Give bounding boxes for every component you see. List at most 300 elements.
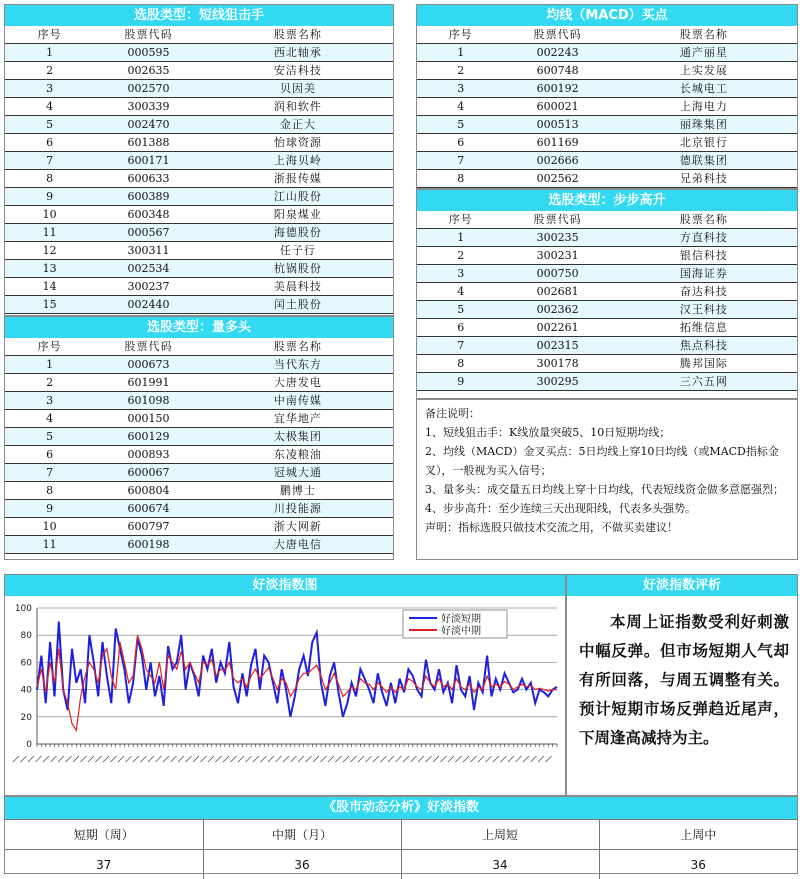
sniper-panel [4, 4, 394, 316]
cell-seq: 4 [417, 98, 504, 116]
x-tick-label-mark [508, 756, 514, 762]
cell-code: 000150 [94, 410, 203, 428]
x-tick-label-mark [111, 756, 117, 762]
table-row [417, 62, 797, 80]
review-title: 好淡指数评析 [567, 575, 797, 596]
table-row [5, 428, 393, 446]
cell-name: 杭锅股份 [203, 260, 393, 278]
cell-name: 上海电力 [611, 98, 797, 116]
cell-seq: 6 [417, 319, 504, 337]
cell-name: 长城电工 [611, 80, 797, 98]
cell-seq: 15 [5, 296, 94, 314]
x-tick-label-mark [418, 756, 424, 762]
cell-name: 金正大 [203, 116, 393, 134]
x-tick-label-mark [531, 756, 537, 762]
table-row [5, 482, 393, 500]
cell-name: 国海证券 [611, 265, 797, 283]
x-tick-label-mark [298, 756, 304, 762]
chart-title: 好淡指数图 [5, 575, 565, 596]
sniper-title: 选股类型：短线狙击手 [5, 5, 393, 26]
cell-code: 600192 [504, 80, 610, 98]
x-tick-label-mark [501, 756, 507, 762]
x-tick-label-mark [456, 756, 462, 762]
y-tick-label: 80 [21, 631, 33, 641]
table-row [5, 500, 393, 518]
cell-code: 601388 [94, 134, 203, 152]
cell-name: 三六五网 [611, 373, 797, 391]
cell-code: 300237 [94, 278, 203, 296]
table-row [417, 247, 797, 265]
cell-code: 600748 [504, 62, 610, 80]
table-row [5, 206, 393, 224]
x-tick-label-mark [193, 756, 199, 762]
cell-name: 德联集团 [611, 152, 797, 170]
index-value-short-week: 37 [5, 850, 203, 879]
table-row [5, 392, 393, 410]
table-row [5, 446, 393, 464]
cell-code: 002562 [504, 170, 610, 188]
x-tick-label-mark [238, 756, 244, 762]
table-row [5, 170, 393, 188]
col-name-header: 股票名称 [203, 338, 393, 356]
x-tick-label-mark [253, 756, 259, 762]
x-tick-label-mark [81, 756, 87, 762]
y-tick-label: 0 [26, 740, 32, 750]
macd-table [417, 26, 797, 188]
x-tick-label-mark [388, 756, 394, 762]
cell-code: 600804 [94, 482, 203, 500]
cell-code: 300295 [504, 373, 610, 391]
notes-panel [416, 399, 798, 560]
x-tick-label-mark [118, 756, 124, 762]
cell-name: 拓维信息 [611, 319, 797, 337]
x-tick-label-mark [396, 756, 402, 762]
x-tick-label-mark [351, 756, 357, 762]
table-row [5, 80, 393, 98]
cell-seq: 5 [5, 116, 94, 134]
x-tick-label-mark [96, 756, 102, 762]
steps-title: 选股类型：步步高升 [417, 190, 797, 211]
x-tick-label-mark [433, 756, 439, 762]
cell-name: 中南传媒 [203, 392, 393, 410]
cell-seq: 2 [5, 374, 94, 392]
x-tick-label-mark [478, 756, 484, 762]
x-tick-label-mark [171, 756, 177, 762]
cell-seq: 11 [5, 536, 94, 554]
sentiment-line-chart [5, 596, 565, 795]
x-tick-label-mark [441, 756, 447, 762]
x-tick-label-mark [148, 756, 154, 762]
cell-name: 美晨科技 [203, 278, 393, 296]
x-tick-label-mark [58, 756, 64, 762]
col-seq-header: 序号 [417, 26, 504, 44]
table-row [5, 278, 393, 296]
cell-seq: 6 [5, 134, 94, 152]
notes-disclaimer: 声明：指标选股只做技术交流之用，不做买卖建议！ [425, 518, 791, 537]
cell-seq: 7 [417, 337, 504, 355]
cell-seq: 1 [5, 356, 94, 374]
cell-seq: 4 [417, 283, 504, 301]
x-tick-label-mark [216, 756, 222, 762]
x-tick-label-mark [486, 756, 492, 762]
table-row [5, 374, 393, 392]
cell-name: 通产丽星 [611, 44, 797, 62]
cell-code: 002470 [94, 116, 203, 134]
cell-name: 冠城大通 [203, 464, 393, 482]
x-tick-label-mark [306, 756, 312, 762]
cell-code: 002534 [94, 260, 203, 278]
col-name-header: 股票名称 [203, 26, 393, 44]
x-tick-label-mark [208, 756, 214, 762]
x-tick-label-mark [73, 756, 79, 762]
notes-line1: 1、短线狙击手：K线放量突破5、10日短期均线； [425, 423, 791, 442]
x-tick-label-mark [43, 756, 49, 762]
x-tick-label-mark [523, 756, 529, 762]
x-tick-label-mark [471, 756, 477, 762]
cell-name: 上海贝岭 [203, 152, 393, 170]
index-value-last-short: 34 [401, 850, 599, 879]
cell-name: 浙报传媒 [203, 170, 393, 188]
legend-label: 好淡中期 [441, 624, 481, 637]
cell-name: 鹏博士 [203, 482, 393, 500]
table-row [5, 188, 393, 206]
cell-seq: 5 [5, 428, 94, 446]
cell-code: 002315 [504, 337, 610, 355]
cell-name: 腾邦国际 [611, 355, 797, 373]
cell-seq: 9 [5, 188, 94, 206]
x-tick-label-mark [36, 756, 42, 762]
macd-panel [416, 4, 798, 189]
col-seq-header: 序号 [5, 26, 94, 44]
index-value-last-mid: 36 [599, 850, 797, 879]
index-label-short-week: 短期（周） [5, 820, 203, 850]
cell-seq: 11 [5, 224, 94, 242]
cell-code: 002681 [504, 283, 610, 301]
col-seq-header: 序号 [5, 338, 94, 356]
x-tick-label-mark [231, 756, 237, 762]
steps-panel [416, 189, 798, 399]
cell-code: 600171 [94, 152, 203, 170]
cell-name: 当代东方 [203, 356, 393, 374]
table-row [417, 152, 797, 170]
cell-name: 安洁科技 [203, 62, 393, 80]
table-row [417, 337, 797, 355]
x-tick-label-mark [516, 756, 522, 762]
cell-name: 大唐电信 [203, 536, 393, 554]
notes-title: 备注说明： [425, 404, 791, 423]
index-label-mid-month: 中期（月） [203, 820, 401, 850]
cell-seq: 3 [417, 265, 504, 283]
cell-name: 丽珠集团 [611, 116, 797, 134]
table-row [417, 283, 797, 301]
table-row [417, 355, 797, 373]
cell-code: 000567 [94, 224, 203, 242]
cell-name: 方直科技 [611, 229, 797, 247]
x-tick-label-mark [141, 756, 147, 762]
x-tick-label-mark [381, 756, 387, 762]
x-tick-label-mark [313, 756, 319, 762]
cell-name: 奋达科技 [611, 283, 797, 301]
col-name-header: 股票名称 [611, 26, 797, 44]
cell-seq: 3 [417, 80, 504, 98]
macd-title: 均线（MACD）买点 [417, 5, 797, 26]
cell-seq: 1 [5, 44, 94, 62]
cell-code: 600348 [94, 206, 203, 224]
cell-code: 000513 [504, 116, 610, 134]
cell-seq: 10 [5, 518, 94, 536]
cell-seq: 1 [417, 229, 504, 247]
x-tick-label-mark [403, 756, 409, 762]
cell-seq: 1 [417, 44, 504, 62]
table-row [417, 170, 797, 188]
cell-name: 宜华地产 [203, 410, 393, 428]
cell-seq: 4 [5, 410, 94, 428]
table-row [5, 62, 393, 80]
y-tick-label: 20 [21, 713, 33, 723]
cell-name: 海德股份 [203, 224, 393, 242]
cell-name: 川投能源 [203, 500, 393, 518]
table-row [5, 518, 393, 536]
cell-seq: 2 [5, 62, 94, 80]
cell-name: 汉王科技 [611, 301, 797, 319]
cell-name: 上实发展 [611, 62, 797, 80]
x-tick-label-mark [133, 756, 139, 762]
table-row [417, 44, 797, 62]
cell-code: 601991 [94, 374, 203, 392]
cell-name: 闰土股份 [203, 296, 393, 314]
y-tick-label: 60 [21, 658, 33, 668]
cell-code: 600797 [94, 518, 203, 536]
cell-seq: 2 [417, 62, 504, 80]
index-label-last-mid: 上周中 [599, 820, 797, 850]
table-row [5, 152, 393, 170]
cell-seq: 5 [417, 116, 504, 134]
y-tick-label: 40 [21, 686, 33, 696]
x-tick-label-mark [291, 756, 297, 762]
cell-seq: 2 [417, 247, 504, 265]
cell-seq: 13 [5, 260, 94, 278]
x-tick-label-mark [343, 756, 349, 762]
table-row [5, 536, 393, 554]
x-tick-label-mark [103, 756, 109, 762]
table-row [417, 301, 797, 319]
cell-code: 600633 [94, 170, 203, 188]
cell-name: 任子行 [203, 242, 393, 260]
review-text: 本周上证指数受利好刺激中幅反弹。但市场短期人气却有所回落，与周五调整有关。预计短期市场反弹趋近尾声，下周逢高减持为主。 [567, 596, 797, 753]
table-row [417, 98, 797, 116]
cell-code: 002243 [504, 44, 610, 62]
x-tick-label-mark [51, 756, 57, 762]
table-row [5, 224, 393, 242]
table-row [5, 296, 393, 314]
legend-label: 好淡短期 [441, 612, 481, 625]
x-tick-label-mark [328, 756, 334, 762]
cell-seq: 10 [5, 206, 94, 224]
x-tick-label-mark [126, 756, 132, 762]
x-tick-label-mark [28, 756, 34, 762]
cell-seq: 5 [417, 301, 504, 319]
cell-code: 002570 [94, 80, 203, 98]
table-row [5, 260, 393, 278]
cell-code: 300339 [94, 98, 203, 116]
x-tick-label-mark [538, 756, 544, 762]
cell-name: 江山股份 [203, 188, 393, 206]
volume-table [5, 338, 393, 554]
table-row [5, 116, 393, 134]
col-code-header: 股票代码 [504, 211, 610, 229]
table-row [5, 410, 393, 428]
x-tick-label-mark [88, 756, 94, 762]
x-tick-label-mark [21, 756, 27, 762]
notes-line4: 4、步步高升：至少连续三天出现阳线，代表多头强势。 [425, 499, 791, 518]
cell-code: 600129 [94, 428, 203, 446]
volume-title: 选股类型：量多头 [5, 317, 393, 338]
sentiment-chart-panel [4, 574, 566, 796]
x-tick-label-mark [178, 756, 184, 762]
table-row [5, 464, 393, 482]
x-tick-label-mark [321, 756, 327, 762]
table-row [5, 44, 393, 62]
x-tick-label-mark [276, 756, 282, 762]
notes-line2: 2、均线（MACD）金叉买点：5日均线上穿10日均线（或MACD指标金叉），一般视为买入信号； [425, 442, 791, 480]
x-tick-label-mark [411, 756, 417, 762]
cell-code: 300178 [504, 355, 610, 373]
index-table [5, 819, 797, 879]
notes-line3: 3、量多头：成交量五日均线上穿十日均线，代表短线资金做多意愿强烈； [425, 480, 791, 499]
cell-code: 600674 [94, 500, 203, 518]
table-row [417, 265, 797, 283]
table-row [417, 80, 797, 98]
cell-name: 大唐发电 [203, 374, 393, 392]
x-tick-label-mark [546, 756, 552, 762]
x-tick-label-mark [448, 756, 454, 762]
y-tick-label: 100 [15, 604, 32, 614]
cell-code: 600021 [504, 98, 610, 116]
x-tick-label-mark [163, 756, 169, 762]
cell-code: 002666 [504, 152, 610, 170]
index-title: 《股市动态分析》好淡指数 [5, 797, 797, 819]
cell-seq: 6 [417, 134, 504, 152]
x-tick-label-mark [223, 756, 229, 762]
cell-code: 002635 [94, 62, 203, 80]
x-tick-label-mark [268, 756, 274, 762]
cell-code: 002362 [504, 301, 610, 319]
table-row [5, 356, 393, 374]
cell-code: 300231 [504, 247, 610, 265]
x-tick-label-mark [426, 756, 432, 762]
cell-seq: 8 [5, 482, 94, 500]
cell-seq: 9 [417, 373, 504, 391]
x-tick-label-mark [366, 756, 372, 762]
cell-name: 润和软件 [203, 98, 393, 116]
cell-code: 600198 [94, 536, 203, 554]
cell-seq: 7 [5, 152, 94, 170]
x-tick-label-mark [13, 756, 19, 762]
x-tick-label-mark [261, 756, 267, 762]
cell-seq: 8 [417, 170, 504, 188]
col-name-header: 股票名称 [611, 211, 797, 229]
cell-name: 阳泉煤业 [203, 206, 393, 224]
cell-name: 浙大网新 [203, 518, 393, 536]
index-panel [4, 796, 798, 874]
cell-name: 银信科技 [611, 247, 797, 265]
sniper-table [5, 26, 393, 314]
cell-code: 300235 [504, 229, 610, 247]
table-row [417, 134, 797, 152]
cell-seq: 3 [5, 392, 94, 410]
cell-code: 600067 [94, 464, 203, 482]
x-tick-label-mark [66, 756, 72, 762]
cell-name: 北京银行 [611, 134, 797, 152]
cell-code: 601098 [94, 392, 203, 410]
index-value-mid-month: 36 [203, 850, 401, 879]
cell-code: 000893 [94, 446, 203, 464]
cell-name: 西北轴承 [203, 44, 393, 62]
table-row [417, 229, 797, 247]
table-row [5, 242, 393, 260]
x-tick-label-mark [336, 756, 342, 762]
x-tick-label-mark [463, 756, 469, 762]
cell-code: 600389 [94, 188, 203, 206]
table-row [5, 98, 393, 116]
cell-code: 300311 [94, 242, 203, 260]
table-row [5, 134, 393, 152]
table-row [417, 319, 797, 337]
cell-seq: 8 [5, 170, 94, 188]
cell-seq: 9 [5, 500, 94, 518]
cell-code: 002261 [504, 319, 610, 337]
review-panel [566, 574, 798, 796]
table-row [417, 116, 797, 134]
cell-seq: 6 [5, 446, 94, 464]
col-code-header: 股票代码 [94, 26, 203, 44]
x-tick-label-mark [358, 756, 364, 762]
cell-code: 000673 [94, 356, 203, 374]
cell-name: 东凌粮油 [203, 446, 393, 464]
cell-name: 太极集团 [203, 428, 393, 446]
x-tick-label-mark [246, 756, 252, 762]
cell-seq: 3 [5, 80, 94, 98]
cell-code: 000595 [94, 44, 203, 62]
col-code-header: 股票代码 [94, 338, 203, 356]
x-tick-label-mark [493, 756, 499, 762]
x-tick-label-mark [283, 756, 289, 762]
steps-table [417, 211, 797, 391]
cell-seq: 12 [5, 242, 94, 260]
col-seq-header: 序号 [417, 211, 504, 229]
index-label-last-short: 上周短 [401, 820, 599, 850]
cell-seq: 7 [417, 152, 504, 170]
cell-name: 兄弟科技 [611, 170, 797, 188]
cell-seq: 14 [5, 278, 94, 296]
volume-panel [4, 316, 394, 560]
cell-name: 怡球资源 [203, 134, 393, 152]
cell-seq: 7 [5, 464, 94, 482]
col-code-header: 股票代码 [504, 26, 610, 44]
table-row [417, 373, 797, 391]
cell-code: 000750 [504, 265, 610, 283]
cell-name: 焦点科技 [611, 337, 797, 355]
cell-code: 601169 [504, 134, 610, 152]
cell-seq: 8 [417, 355, 504, 373]
cell-seq: 4 [5, 98, 94, 116]
cell-code: 002440 [94, 296, 203, 314]
x-tick-label-mark [186, 756, 192, 762]
cell-name: 贝因美 [203, 80, 393, 98]
x-tick-label-mark [201, 756, 207, 762]
x-tick-label-mark [373, 756, 379, 762]
x-tick-label-mark [156, 756, 162, 762]
